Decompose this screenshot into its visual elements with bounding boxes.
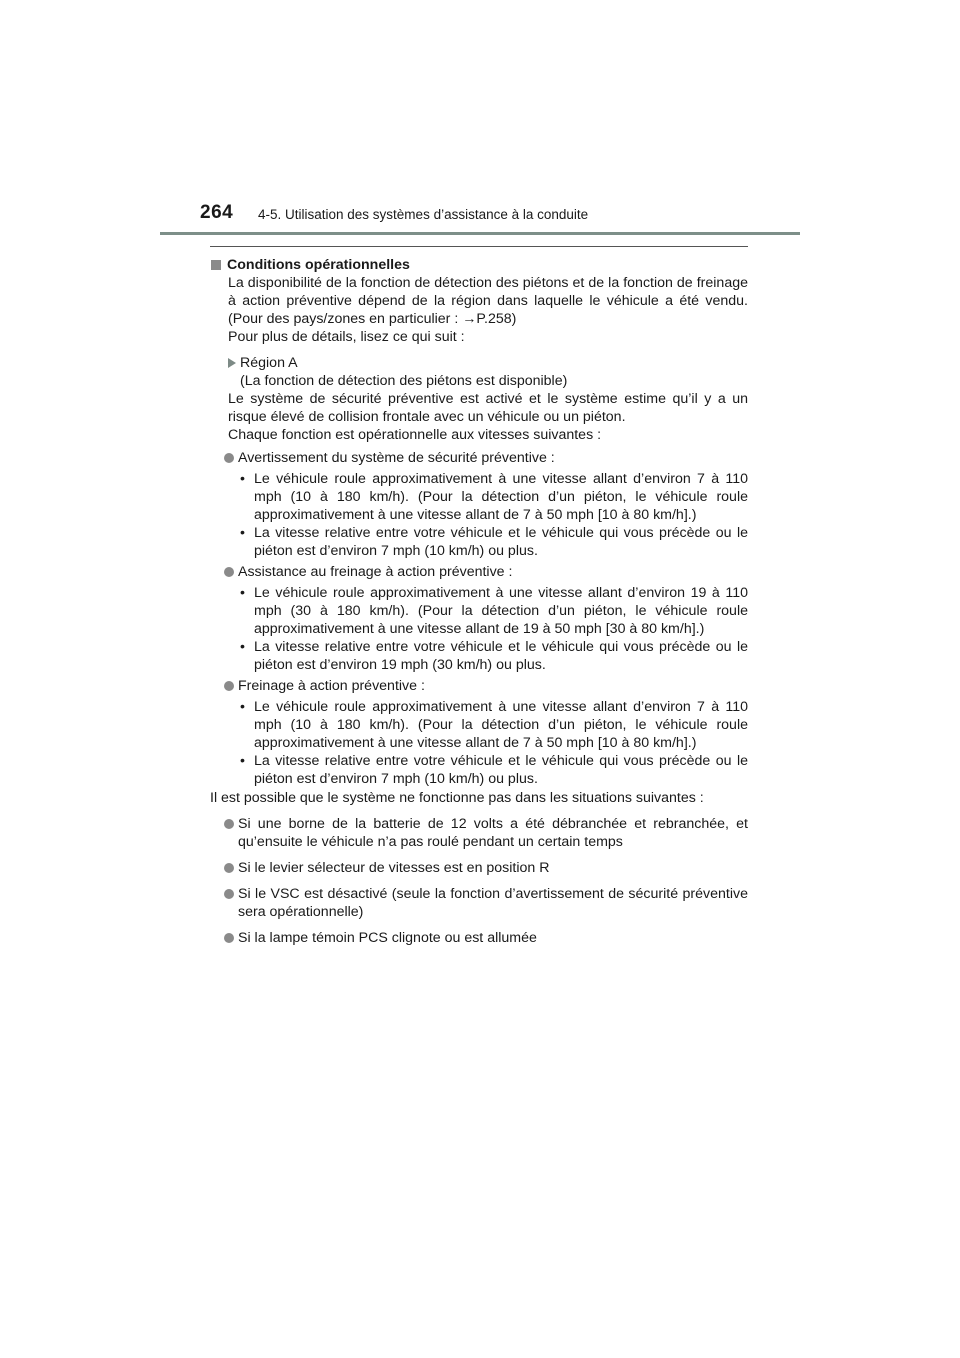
circle-bullet-icon [224, 567, 234, 577]
limitation-intro: Il est possible que le système ne fonctionne pas dans les situations suivantes : [210, 790, 704, 806]
region-note: (La fonction de détection des piétons est disponible) [240, 373, 568, 389]
intro-paragraph: La disponibilité de la fonction de détection des piétons et de la fonction de freinage à action préventive dépend de la région dans laquelle le véhicule a été vendu. (Pour des pays/zones en particulier : →P.258) [228, 275, 748, 327]
function-title: Avertissement du système de sécurité préventive : [238, 450, 555, 466]
triangle-arrow-icon [228, 358, 236, 368]
circle-bullet-icon [224, 681, 234, 691]
limitation-item [210, 929, 748, 947]
function-bullets [238, 470, 748, 560]
function-title: Assistance au freinage à action préventive : [238, 564, 513, 580]
list-item: • Le véhicule roule approximativement à une vitesse allant d’environ 19 à 110 mph (30 à 180 km/h). (Pour la détection d’un piéton, le véhicule roule approximativement à une vitesse allant de 19 à 50 mph [30 à 80 km/h].) [210, 584, 748, 638]
section-heading [210, 256, 748, 274]
circle-bullet-icon [224, 819, 234, 829]
list-item: • Le véhicule roule approximativement à une vitesse allant d’environ 7 à 110 mph (10 à 180 km/h). (Pour la détection d’un piéton, le véhicule roule approximativement à une vitesse allant de 7 à 50 mph [10 à 80 km/h].) [210, 470, 748, 524]
limitation-text: Si le VSC est désactivé (seule la fonction d’avertissement de sécurité préventive sera opérationnelle) [238, 886, 748, 920]
limitation-item [210, 815, 748, 851]
function-item [210, 563, 748, 674]
circle-bullet-icon [224, 933, 234, 943]
list-item: • La vitesse relative entre votre véhicule et le véhicule qui vous précède ou le piéton est d’environ 7 mph (10 km/h) ou plus. [210, 752, 748, 788]
system-description: Le système de sécurité préventive est activé et le système estime qu’il y a un risque élevé de collision frontale avec un véhicule ou un piéton. [228, 391, 748, 425]
function-item [210, 677, 748, 788]
limitation-text: Si le levier sélecteur de vitesses est en position R [238, 860, 550, 876]
function-item [210, 449, 748, 560]
list-item: • Le véhicule roule approximativement à une vitesse allant d’environ 7 à 110 mph (10 à 180 km/h). (Pour la détection d’un piéton, le véhicule roule approximativement à une vitesse allant de 7 à 50 mph [10 à 80 km/h].) [210, 698, 748, 752]
section-heading-text: Conditions opérationnelles [227, 257, 410, 273]
region-title: Région A [240, 355, 298, 371]
details-paragraph: Pour plus de détails, lisez ce qui suit : [228, 329, 465, 345]
header-divider [160, 232, 800, 235]
list-item: • La vitesse relative entre votre véhicule et le véhicule qui vous précède ou le piéton est d’environ 7 mph (10 km/h) ou plus. [210, 524, 748, 560]
limitation-item [210, 885, 748, 921]
square-bullet-icon [211, 260, 221, 270]
function-title: Freinage à action préventive : [238, 678, 425, 694]
limitation-text: Si une borne de la batterie de 12 volts a été débranchée et rebranchée, et qu’ensuite le véhicule n’a pas roulé pendant un certain temps [238, 816, 748, 850]
system-speeds-intro: Chaque fonction est opérationnelle aux vitesses suivantes : [228, 427, 602, 443]
circle-bullet-icon [224, 889, 234, 899]
section-title: 4-5. Utilisation des systèmes d’assistance à la conduite [258, 207, 589, 222]
limitation-text: Si la lampe témoin PCS clignote ou est allumée [238, 930, 537, 946]
circle-bullet-icon [224, 453, 234, 463]
limitation-item [210, 859, 748, 877]
function-bullets [238, 698, 748, 788]
list-item: • La vitesse relative entre votre véhicule et le véhicule qui vous précède ou le piéton est d’environ 19 mph (30 km/h) ou plus. [210, 638, 748, 674]
circle-bullet-icon [224, 863, 234, 873]
page-content [210, 256, 748, 947]
function-bullets [238, 584, 748, 674]
section-divider [210, 246, 748, 247]
region-item [210, 354, 748, 390]
page-number: 264 [200, 202, 234, 223]
